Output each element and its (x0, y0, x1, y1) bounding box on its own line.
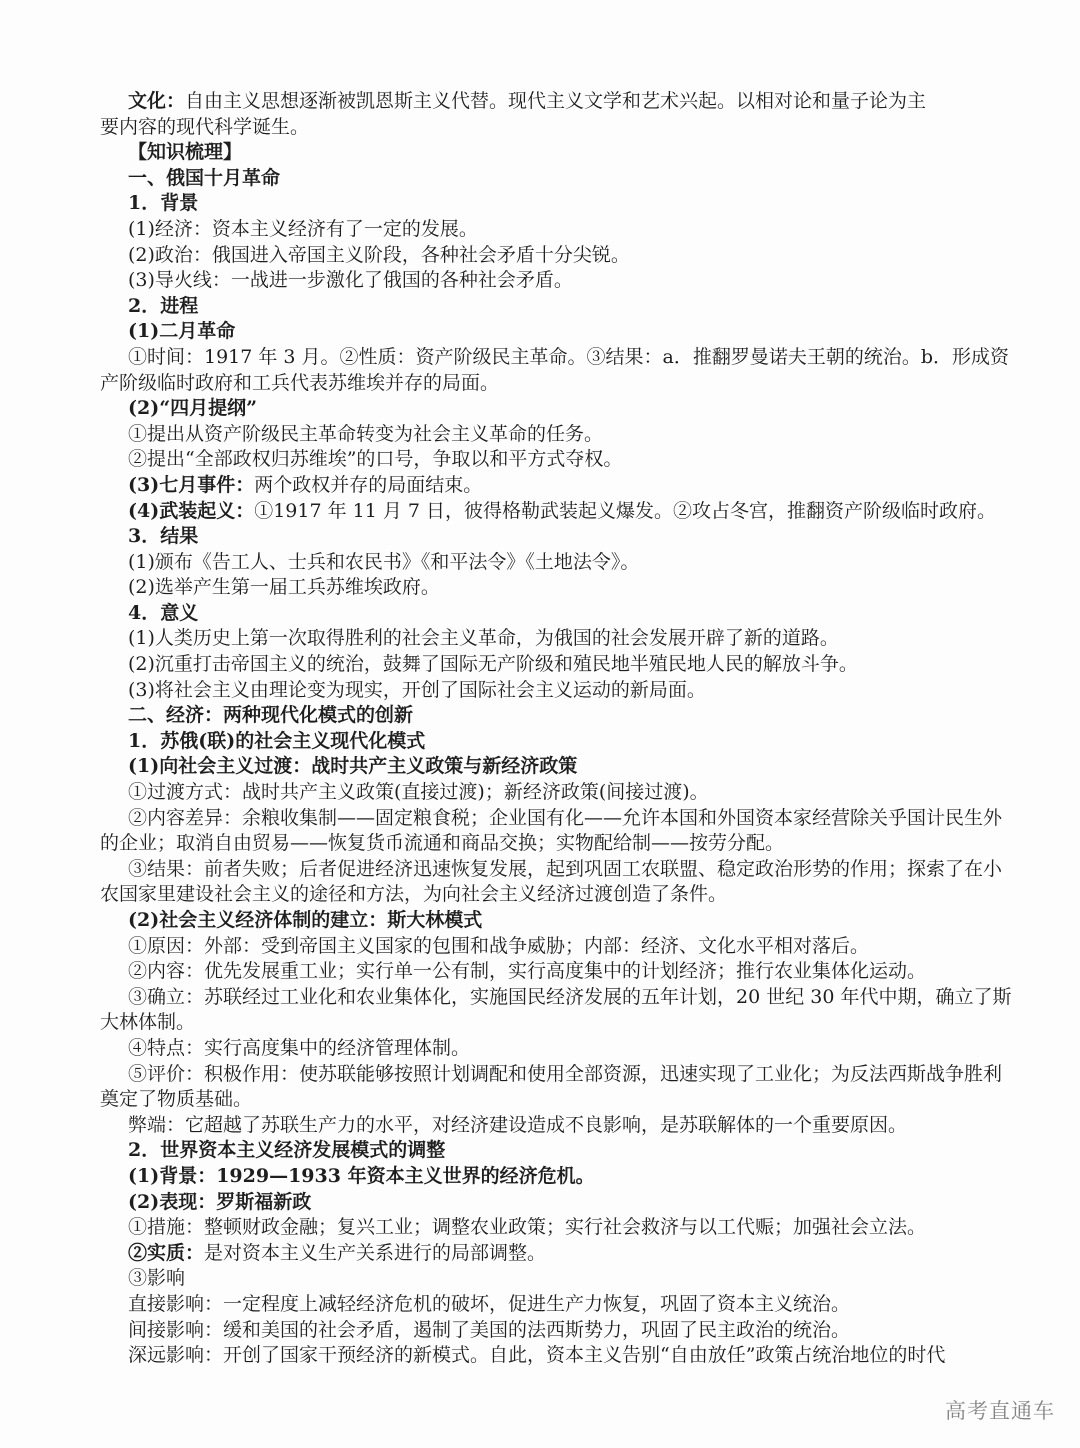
text-line (100, 1164, 1010, 1190)
heading-label: 3．结果 (128, 525, 199, 548)
body-text: 两个政权并存的局面结束。 (254, 473, 483, 496)
body-text: ③影响 (128, 1267, 186, 1290)
body-text: ①原因：外部：受到帝国主义国家的包围和战争威胁；内部：经济、文化水平相对落后。 (128, 934, 870, 957)
text-line (100, 908, 1010, 934)
heading-label: 2．世界资本主义经济发展模式的调整 (128, 1139, 446, 1162)
body-text: 产阶级临时政府和工兵代表苏维埃并存的局面。 (100, 371, 500, 394)
heading-label: 1．苏俄(联)的社会主义现代化模式 (128, 729, 426, 752)
body-text: 要内容的现代科学诞生。 (100, 115, 310, 138)
text-line (100, 499, 1010, 525)
heading-label: (4)武装起义： (128, 499, 255, 522)
body-text: (1)颁布《告工人、士兵和农民书》《和平法令》《土地法令》。 (128, 550, 640, 573)
body-text: 奠定了物质基础。 (100, 1088, 253, 1111)
body-text: 是对资本主义生产关系进行的局部调整。 (204, 1241, 547, 1264)
body-text: 间接影响：缓和美国的社会矛盾，遏制了美国的法西斯势力，巩固了民主政治的统治。 (128, 1318, 851, 1341)
text-line (100, 371, 1010, 397)
text-line (100, 1190, 1010, 1216)
text-line (100, 1241, 1010, 1267)
text-line (100, 319, 1010, 345)
heading-label: 【知识梳理】 (128, 141, 243, 164)
text-line (100, 831, 1010, 857)
text-line (100, 934, 1010, 960)
text-line (100, 396, 1010, 422)
heading-label: (2)表现：罗斯福新政 (128, 1190, 312, 1213)
body-text: (3)导火线：一战进一步激化了俄国的各种社会矛盾。 (128, 269, 573, 292)
body-text: ①过渡方式：战时共产主义政策(直接过渡)；新经济政策(间接过渡)。 (128, 781, 709, 804)
text-line (100, 1318, 1010, 1344)
text-line (100, 652, 1010, 678)
heading-label: 4．意义 (128, 601, 199, 624)
text-line (100, 217, 1010, 243)
text-line (100, 959, 1010, 985)
text-line (100, 115, 1010, 141)
text-line (100, 1138, 1010, 1164)
body-text: ①提出从资产阶级民主革命转变为社会主义革命的任务。 (128, 422, 604, 445)
text-line (100, 754, 1010, 780)
body-text: ①1917 年 11 月 7 日，彼得格勒武装起义爆发。②攻占冬宫，推翻资产阶级临时政府。 (254, 499, 997, 522)
body-text: 自由主义思想逐渐被凯恩斯主义代替。现代主义文学和艺术兴起。以相对论和量子论为主 (185, 90, 927, 112)
text-line (100, 422, 1010, 448)
text-line (100, 1292, 1010, 1318)
text-line (100, 243, 1010, 269)
watermark: 高考直通车 (945, 1399, 1055, 1423)
text-line (100, 678, 1010, 704)
body-text: 的企业；取消自由贸易——恢复货币流通和商品交换；实物配给制——按劳分配。 (100, 832, 785, 855)
body-text: ④特点：实行高度集中的经济管理体制。 (128, 1036, 471, 1059)
text-line (100, 550, 1010, 576)
text-line (100, 1266, 1010, 1292)
text-line (100, 1215, 1010, 1241)
text-line (100, 1087, 1010, 1113)
text-line (100, 729, 1010, 755)
body-text: 直接影响：一定程度上减轻经济危机的破坏，促进生产力恢复，巩固了资本主义统治。 (128, 1292, 851, 1315)
text-line (100, 1343, 1010, 1369)
text-line (100, 882, 1010, 908)
text-line (100, 806, 1010, 832)
heading-label: ②实质： (128, 1241, 205, 1264)
text-line (100, 447, 1010, 473)
body-text: 农国家里建设社会主义的途径和方法，为向社会主义经济过渡创造了条件。 (100, 883, 728, 906)
heading-label: 1．背景 (128, 192, 199, 215)
body-text: 弊端：它超越了苏联生产力的水平，对经济建设造成不良影响，是苏联解体的一个重要原因。 (128, 1113, 908, 1136)
heading-label: (1)背景：1929—1933 年资本主义世界的经济危机。 (128, 1164, 595, 1187)
text-line (100, 1062, 1010, 1088)
text-line (100, 1036, 1010, 1062)
heading-label: 二、经济：两种现代化模式的创新 (128, 704, 414, 727)
body-text: (2)沉重打击帝国主义的统治，鼓舞了国际无产阶级和殖民地半殖民地人民的解放斗争。 (128, 653, 858, 676)
text-line (100, 345, 1010, 371)
heading-label: 2．进程 (128, 294, 199, 317)
text-line (100, 191, 1010, 217)
heading-label: (2)社会主义经济体制的建立：斯大林模式 (128, 909, 483, 931)
body-text: ②内容差异：余粮收集制——固定粮食税；企业国有化——允许本国和外国资本家经营除关乎国计民生外 (128, 806, 1003, 829)
text-line (100, 473, 1010, 499)
body-text: ⑤评价：积极作用：使苏联能够按照计划调配和使用全部资源，迅速实现了工业化；为反法西斯战争胜利 (128, 1062, 1003, 1085)
body-text: ③结果：前者失败；后者促进经济迅速恢复发展，起到巩固工农联盟、稳定政治形势的作用；探索了在小 (128, 857, 1003, 880)
text-line (100, 89, 1010, 115)
text-line (100, 626, 1010, 652)
text-line (100, 780, 1010, 806)
heading-label: 文化： (128, 90, 186, 112)
text-line (100, 1113, 1010, 1139)
body-text: (3)将社会主义由理论变为现实，开创了国际社会主义运动的新局面。 (128, 678, 706, 701)
body-text: ②提出“全部政权归苏维埃”的口号，争取以和平方式夺权。 (128, 448, 623, 471)
text-line (100, 601, 1010, 627)
body-text: ③确立：苏联经过工业化和农业集体化，实施国民经济发展的五年计划，20 世纪 30 年代中期，确立了斯 (128, 985, 1012, 1008)
heading-label: (2)“四月提纲” (128, 397, 258, 420)
body-text: (1)经济：资本主义经济有了一定的发展。 (128, 217, 478, 240)
heading-label: (3)七月事件： (128, 473, 255, 496)
heading-label: (1)向社会主义过渡：战时共产主义政策与新经济政策 (128, 755, 578, 778)
body-text: ①措施：整顿财政金融；复兴工业；调整农业政策；实行社会救济与以工代赈；加强社会立法。 (128, 1216, 927, 1239)
document-body (100, 89, 1010, 1369)
text-line (100, 985, 1010, 1011)
text-line (100, 268, 1010, 294)
text-line (100, 140, 1010, 166)
body-text: (2)政治：俄国进入帝国主义阶段，各种社会矛盾十分尖锐。 (128, 243, 630, 266)
body-text: ②内容：优先发展重工业；实行单一公有制，实行高度集中的计划经济；推行农业集体化运动。 (128, 960, 927, 983)
text-line (100, 524, 1010, 550)
text-line (100, 294, 1010, 320)
heading-label: (1)二月革命 (128, 320, 236, 343)
text-line (100, 1010, 1010, 1036)
text-line (100, 703, 1010, 729)
text-line (100, 857, 1010, 883)
body-text: (1)人类历史上第一次取得胜利的社会主义革命，为俄国的社会发展开辟了新的道路。 (128, 627, 839, 650)
text-line (100, 575, 1010, 601)
body-text: 大林体制。 (100, 1011, 196, 1034)
heading-label: 一、俄国十月革命 (128, 166, 281, 189)
body-text: ①时间：1917 年 3 月。②性质：资产阶级民主革命。③结果：a．推翻罗曼诺夫王朝的统治。b．形成资 (128, 345, 1010, 368)
body-text: 深远影响：开创了国家干预经济的新模式。自此，资本主义告别“自由放任”政策占统治地位的时代 (128, 1344, 946, 1367)
body-text: (2)选举产生第一届工兵苏维埃政府。 (128, 576, 440, 599)
text-line (100, 166, 1010, 192)
